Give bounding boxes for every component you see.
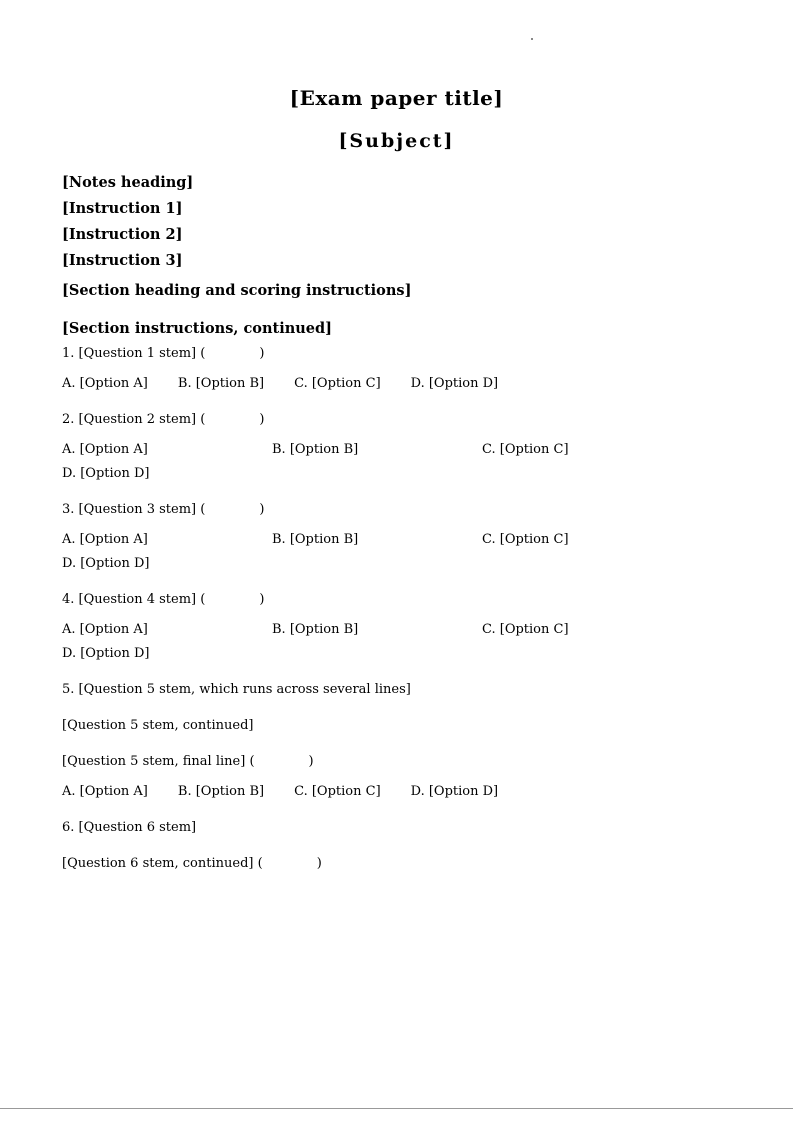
- option-b: B. [Option B]: [272, 622, 359, 637]
- option-c: C. [Option C]: [482, 622, 569, 637]
- option-d: D. [Option D]: [410, 376, 499, 391]
- option-b: B. [Option B]: [177, 376, 265, 391]
- notes-block: [62, 170, 732, 274]
- option-list: [62, 372, 732, 402]
- option-a: A. [Option A]: [62, 532, 148, 547]
- question-stem: 6. [Question 6 stem]: [62, 820, 197, 835]
- subject-title: [Subject]: [338, 130, 455, 152]
- question-6: [62, 810, 732, 882]
- exam-title: [Exam paper title]: [289, 86, 504, 110]
- option-b: B. [Option B]: [272, 442, 359, 457]
- question-1: [62, 336, 732, 402]
- question-stem: 2. [Question 2 stem] ( ): [62, 412, 265, 427]
- option-a: A. [Option A]: [62, 376, 148, 391]
- question-2: [62, 402, 732, 492]
- answer-paren-left: (: [200, 502, 206, 517]
- question-stem-cont: [Question 5 stem, continued]: [62, 718, 254, 733]
- option-d: D. [Option D]: [62, 466, 150, 481]
- question-stem: 4. [Question 4 stem] ( ): [62, 592, 265, 607]
- option-a: A. [Option A]: [62, 622, 148, 637]
- question-stem-cont: [Question 6 stem, continued] ( ): [62, 856, 322, 871]
- notes-item: [Instruction 3]: [62, 252, 183, 269]
- option-b: B. [Option B]: [272, 532, 359, 547]
- answer-paren-right: ): [316, 856, 322, 871]
- option-c: C. [Option C]: [482, 532, 569, 547]
- option-d: D. [Option D]: [62, 556, 150, 571]
- notes-heading: [Notes heading]: [62, 174, 194, 191]
- option-list: [62, 528, 732, 582]
- answer-paren-left: (: [200, 346, 206, 361]
- scan-speck: [531, 38, 533, 40]
- question-4: [62, 582, 732, 672]
- notes-item: [Instruction 2]: [62, 226, 183, 243]
- option-c: C. [Option C]: [294, 376, 381, 391]
- answer-paren-right: ): [259, 502, 265, 517]
- answer-paren-right: ): [308, 754, 314, 769]
- question-5: [62, 672, 732, 810]
- answer-paren-left: (: [257, 856, 263, 871]
- section-heading-cont: [Section instructions, continued]: [62, 320, 333, 337]
- option-d: D. [Option D]: [410, 784, 499, 799]
- notes-item: [Instruction 1]: [62, 200, 183, 217]
- option-list: [62, 438, 732, 492]
- option-a: A. [Option A]: [62, 442, 148, 457]
- question-stem: 1. [Question 1 stem] ( ): [62, 346, 265, 361]
- question-list: [62, 336, 732, 882]
- option-c: C. [Option C]: [482, 442, 569, 457]
- option-list: [62, 780, 732, 810]
- section-heading: [Section heading and scoring instructions]: [62, 282, 412, 299]
- answer-paren-right: ): [259, 412, 265, 427]
- option-list: [62, 618, 732, 672]
- option-a: A. [Option A]: [62, 784, 148, 799]
- question-stem: 5. [Question 5 stem, which runs across several lines]: [62, 682, 411, 697]
- answer-paren-right: ): [259, 346, 265, 361]
- answer-paren-left: (: [249, 754, 255, 769]
- option-c: C. [Option C]: [294, 784, 381, 799]
- option-b: B. [Option B]: [177, 784, 265, 799]
- answer-paren-left: (: [200, 412, 206, 427]
- answer-paren-right: ): [259, 592, 265, 607]
- question-3: [62, 492, 732, 582]
- answer-paren-left: (: [200, 592, 206, 607]
- question-stem-cont: [Question 5 stem, final line] ( ): [62, 754, 314, 769]
- page-bottom-rule: [0, 1108, 793, 1109]
- option-d: D. [Option D]: [62, 646, 150, 661]
- question-stem: 3. [Question 3 stem] ( ): [62, 502, 265, 517]
